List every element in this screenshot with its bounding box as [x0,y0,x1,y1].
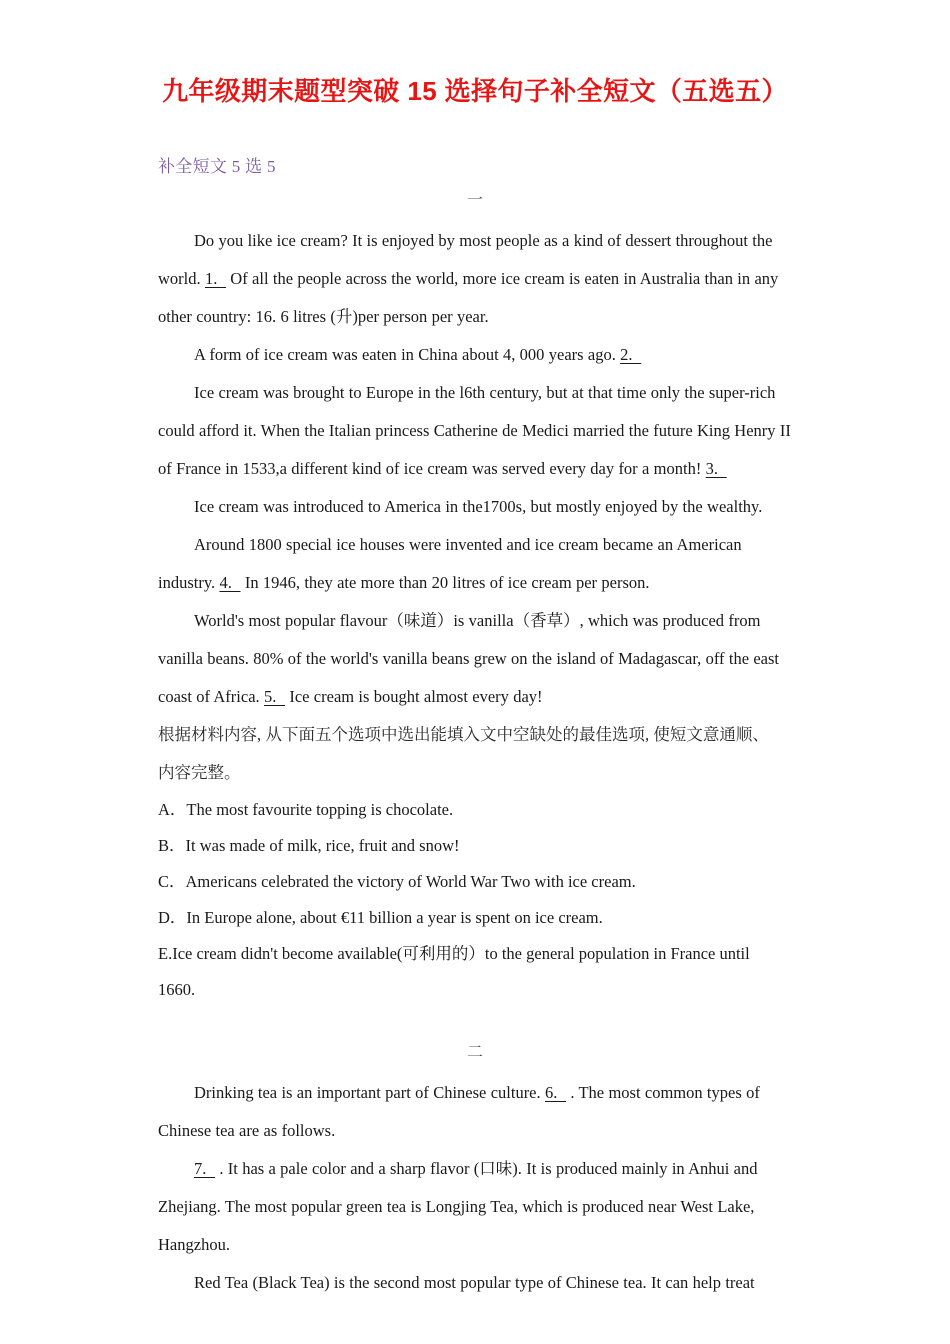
paragraph [158,1264,792,1302]
paragraph-text-before: Ice cream was brought to Europe in the l6th century, but at that time only the super-rich could afford it. When the Italian princess Catherine de Medici married the future King Henry II of France in 1533,a different kind of ice cream was served every day for a month! [158,383,791,478]
page-title: 九年级期末题型突破 15 选择句子补全短文（五选五） [162,76,788,106]
section-sub-label: 补全短文 5 选 5 [158,157,276,176]
answer-blank-3[interactable]: 3. [705,459,727,478]
paragraph-text-before: Do you like ice cream? It is enjoyed by most people as a kind of dessert throughout the world. [158,231,773,288]
answer-blank-2[interactable]: 2. [620,345,642,364]
paragraph-text-after: . The most common types of Chinese tea are as follows. [158,1083,760,1140]
paragraph [158,336,792,374]
paragraph [158,526,792,602]
option-e[interactable]: E.Ice cream didn't become available(可利用的）to the general population in France until [158,944,750,963]
instruction-text-continued [158,754,792,792]
paragraph-text-before: Red Tea (Black Tea) is the second most popular type of Chinese tea. It can help treat [194,1273,755,1292]
answer-blank-5[interactable]: 5. [263,687,286,706]
paragraph [158,488,792,526]
paragraph-text-after: Ice cream is bought almost every day! [285,687,543,706]
instruction-text [158,716,792,754]
option-a[interactable]: A．The most favourite topping is chocolate. [158,800,454,819]
option-e-continued: 1660. [158,980,196,999]
option-c[interactable]: C．Americans celebrated the victory of World War Two with ice cream. [158,872,636,891]
option-d[interactable]: D．In Europe alone, about €11 billion a year is spent on ice cream. [158,908,603,927]
paragraph [158,216,792,336]
answer-blank-7[interactable]: 7. [194,1159,216,1178]
paragraph [158,1068,792,1150]
paragraph-text-after: In 1946, they ate more than 20 litres of ice cream per person. [240,573,650,592]
instruction-line-2: 内容完整。 [158,763,241,782]
paragraph-text-before: A form of ice cream was eaten in China about 4, 000 years ago. [194,345,621,364]
paragraph [158,602,792,716]
paragraph-text-after: . It has a pale color and a sharp flavor (口味). It is produced mainly in Anhui and Zhejiang. The most popular green tea is Longjing Tea, which is produced near West Lake, Hangzhou. [158,1159,758,1254]
paragraph-text-before: Around 1800 special ice houses were invented and ice cream became an American industry. [158,535,742,592]
answer-blank-1[interactable]: 1. [204,269,226,288]
section-heading-one: 一 [466,192,483,209]
answer-blank-6[interactable]: 6. [544,1083,566,1102]
document-content [158,0,792,1302]
paragraph-text-after: Of all the people across the world, more ice cream is eaten in Australia than in any other country: 16. 6 litres (升)per person per year. [158,269,779,326]
paragraph [158,374,792,488]
paragraph-text-before: Drinking tea is an important part of Chinese culture. [194,1083,545,1102]
section-heading-two: 二 [466,1044,483,1061]
paragraph-text-before: Ice cream was introduced to America in the1700s, but mostly enjoyed by the wealthy. [194,497,763,516]
paragraph [158,1150,792,1264]
option-b[interactable]: B．It was made of milk, rice, fruit and snow! [158,836,460,855]
instruction-line-1: 根据材料内容, 从下面五个选项中选出能填入文中空缺处的最佳选项, 使短文意通顺、 [158,725,769,744]
paragraph-text-before: World's most popular flavour（味道）is vanilla（香草）, which was produced from vanilla beans. 80% of the world's vanilla beans grew on the island of Madagascar, off the east coast of Africa. [158,611,780,706]
answer-blank-4[interactable]: 4. [219,573,241,592]
